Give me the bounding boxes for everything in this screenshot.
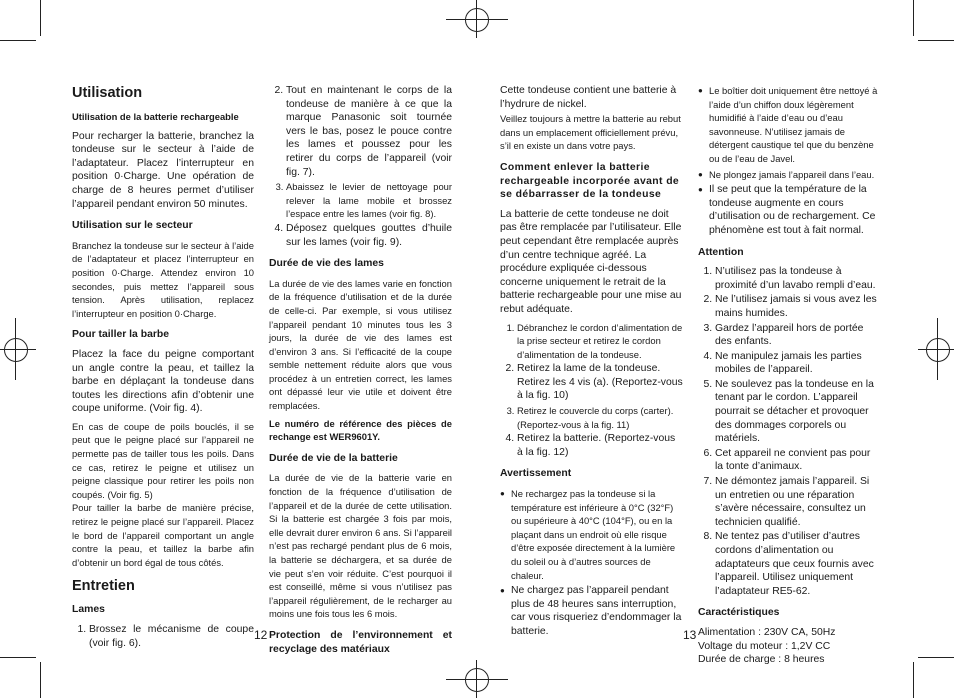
subheading-duree-batterie: Durée de vie de la batterie bbox=[269, 452, 398, 464]
crop-mark bbox=[913, 0, 914, 36]
list-item: ● Il se peut que la température de la tondeuse augmente en cours d’utilisation ou de rechargement. Ce phénomène est tout à fait normal. bbox=[709, 183, 881, 237]
crop-mark bbox=[918, 40, 954, 41]
spec-duree-charge: Durée de charge : 8 heures bbox=[698, 654, 825, 666]
paragraph-batterie: Pour recharger la batterie, branchez la tondeuse sur le secteur à l’aide de l’adaptateur. Placez l’interrupteur en position 0·Charge. Une opération de charge de 8 heures permet d’utiliser l’appareil pendant environ 50 minutes. bbox=[72, 130, 254, 210]
subheading-barbe: Pour tailler la barbe bbox=[72, 329, 170, 341]
list-item: 2. Ne l’utilisez jamais si vous avez les mains humides. bbox=[715, 293, 881, 320]
column-1 bbox=[72, 84, 254, 656]
crop-mark bbox=[0, 40, 36, 41]
list-item: 7. Ne démontez jamais l’appareil. Si un entretien ou une réparation s’avère nécessaire, consultez un technicien qualifié. bbox=[715, 475, 881, 529]
page-number-left: 12 bbox=[254, 628, 268, 642]
column-2 bbox=[269, 84, 452, 662]
crop-mark bbox=[918, 657, 954, 658]
paragraph-barbe-3: Pour tailler la barbe de manière précise, retirez le peigne placé sur l’appareil. Placez le bord de l’appareil comportant un angle contre la peau, et taillez la barbe afin d’obtenir un bord égal de tous côtés. bbox=[72, 502, 254, 568]
subheading-attention: Attention bbox=[698, 246, 744, 258]
subheading-secteur: Utilisation sur le secteur bbox=[72, 220, 193, 232]
heading-entretien: Entretien bbox=[72, 578, 135, 595]
column-4 bbox=[698, 84, 881, 667]
subheading-batterie: Utilisation de la batterie rechargeable bbox=[72, 111, 239, 122]
list-item: ● Ne chargez pas l’appareil pendant plus de 48 heures sans interruption, car vous risqueriez d’endommager la batterie. bbox=[511, 584, 683, 638]
list-item: ● Ne plongez jamais l’appareil dans l’eau. bbox=[709, 168, 881, 182]
crop-mark bbox=[913, 662, 914, 698]
paragraph-protection-2: Veillez toujours à mettre la batterie au rebut dans un emplacement officiellement prévu, s’il en existe un dans votre pays. bbox=[500, 113, 681, 152]
enlever-steps bbox=[500, 321, 683, 460]
list-item: 4. Déposez quelques gouttes d’huile sur les lames (voir fig. 9). bbox=[286, 222, 452, 249]
paragraph-duree-batterie: La durée de vie de la batterie varie en fonction de la fréquence d’utilisation de l’appareil et de la durée de cette utilisation. Si la batterie est chargée 3 fois par mois, elle devrait durer environ 6 ans. Si l’appareil n’est pas rechargé pendant plus de 6 mois, la batterie se déchargera, et sa durée de vie peut s’en voir réduite. C’est pourquoi il est conseillé, même si vous n’utilisez pas l’appareil régulièrement, de le recharger au moins une fois tous les 6 mois. bbox=[269, 472, 452, 620]
list-item: 1. N’utilisez pas la tondeuse à proximité d’un lavabo rempli d’eau. bbox=[715, 265, 881, 292]
spec-alimentation: Alimentation : 230V CA, 50Hz bbox=[698, 626, 836, 638]
subheading-avertissement: Avertissement bbox=[500, 468, 572, 480]
column-3 bbox=[500, 84, 683, 645]
list-item: ● Le boîtier doit uniquement être nettoyé à l’aide d’un chiffon doux légèrement humidifié à l’aide d’eau ou d’eau savonneuse. N’utilisez jamais de détergent caustique tel que du benzène ou de l’eau de Javel. bbox=[709, 84, 881, 166]
reference-note: Le numéro de référence des pièces de rechange est WER9601Y. bbox=[269, 417, 452, 443]
list-item: 4. Retirez la batterie. (Reportez-vous à la fig. 12) bbox=[517, 432, 683, 459]
list-item: 6. Cet appareil ne convient pas pour la tonte d’animaux. bbox=[715, 447, 881, 474]
paragraph-barbe-1: Placez la face du peigne comportant un angle contre la peau, et taillez la barbe en déplaçant la tondeuse dans toutes les directions afin d’obtenir une coupe uniforme. (Voir fig. 4). bbox=[72, 348, 254, 415]
page-number-right: 13 bbox=[683, 628, 697, 642]
paragraph-enlever-batterie: La batterie de cette tondeuse ne doit pas être remplacée par l’utilisateur. Elle peut cependant être remplacée auprès d’un centre technique agréé. La procédure expliquée ci-dessous concerne uniquement le retrait de la batterie rechargeable pour une mise au rebut adéquate. bbox=[500, 208, 682, 315]
avertissement-list-part-2 bbox=[698, 84, 881, 238]
crop-mark bbox=[40, 662, 41, 698]
list-item: 8. Ne tentez pas d’utiliser d’autres cordons d’alimentation ou adaptateurs que ceux fournis avec l’appareil. Utilisez uniquement l’adaptateur RE5-62. bbox=[715, 530, 881, 598]
list-item: 3. Retirez le couvercle du corps (carter). (Reportez-vous à la fig. 11) bbox=[517, 404, 683, 431]
heading-utilisation: Utilisation bbox=[72, 85, 143, 101]
lames-steps-part-2 bbox=[269, 84, 452, 249]
list-item: 2. Tout en maintenant le corps de la tondeuse de manière à ce que la marque Panasonic soit tournée vers le bas, posez le pouce contre les lames et poussez pour les retirer du corps de l’appareil (voir fig. 7). bbox=[286, 84, 452, 179]
list-item: 4. Ne manipulez jamais les parties mobiles de l’appareil. bbox=[715, 350, 881, 377]
list-item: 5. Ne soulevez pas la tondeuse en la tenant par le cordon. L’appareil pourrait se détacher et provoquer des dommages corporels ou matériels. bbox=[715, 378, 881, 446]
list-item: 1. Brossez le mécanisme de coupe (voir fig. 6). bbox=[89, 623, 254, 650]
subheading-duree-lames: Durée de vie des lames bbox=[269, 258, 384, 270]
lames-steps-part-1 bbox=[72, 623, 254, 650]
subheading-protection: Protection de l’environnement et recyclage des matériaux bbox=[269, 629, 452, 655]
crop-mark bbox=[40, 0, 41, 36]
avertissement-list-part-1 bbox=[500, 487, 683, 639]
list-item: 3. Abaissez le levier de nettoyage pour relever la lame mobile et brossez l’espace entre les lames (voir fig. 8). bbox=[286, 180, 452, 221]
paragraph-duree-lames: La durée de vie des lames varie en fonction de la fréquence d’utilisation et de la durée de celle-ci. Par exemple, si vous utilisez l’appareil pendant 10 minutes tous les 3 jours, la durée de vie des lames est d’environ 3 ans. Si l’efficacité de la coupe semble nettement réduite alors que vous procédez à un entretien correct, les lames ont dépassé leur vie utile et doivent être remplacées. bbox=[269, 277, 452, 412]
subheading-caracteristiques: Caractéristiques bbox=[698, 607, 780, 619]
crop-mark bbox=[0, 657, 36, 658]
list-item: 2. Retirez la lame de la tondeuse. Retirez les 4 vis (a). (Reportez-vous à la fig. 10) bbox=[517, 362, 683, 403]
list-item: 1. Débranchez le cordon d’alimentation de la prise secteur et retirez le cordon d’alimentation de la tondeuse. bbox=[517, 321, 683, 362]
spec-voltage: Voltage du moteur : 1,2V CC bbox=[698, 640, 831, 652]
list-item: ● Ne rechargez pas la tondeuse si la température est inférieure à 0°C (32°F) ou supérieure à 40°C (104°F), ou en la plaçant dans un endroit où elle risque d’être exposée directement à la lumière du soleil ou à d’autres sources de chaleur. bbox=[511, 487, 683, 582]
paragraph-protection-1: Cette tondeuse contient une batterie à l’hydrure de nickel. bbox=[500, 85, 677, 110]
subheading-lames: Lames bbox=[72, 604, 105, 616]
subheading-enlever-batterie: Comment enlever la batterie rechargeable incorporée avant de se débarrasser de la tondeuse bbox=[500, 161, 680, 201]
paragraph-secteur: Branchez la tondeuse sur le secteur à l’aide de l’adaptateur et placez l’interrupteur en position 0·Charge. Attendez environ 10 secondes, puis mettez l’appareil sous tension. Après utilisation, replacez l’interrupteur en position 0·Charge. bbox=[72, 239, 254, 319]
list-item: 3. Gardez l’appareil hors de portée des enfants. bbox=[715, 322, 881, 349]
paragraph-barbe-2: En cas de coupe de poils bouclés, il se peut que le peigne placé sur l’appareil ne permette pas de tailler tous les poils. Dans ce cas, retirez le peigne et utilisez un peigne classique pour retirer les poils non coupés. (Voir fig. 5) bbox=[72, 420, 254, 500]
attention-list bbox=[698, 265, 881, 598]
